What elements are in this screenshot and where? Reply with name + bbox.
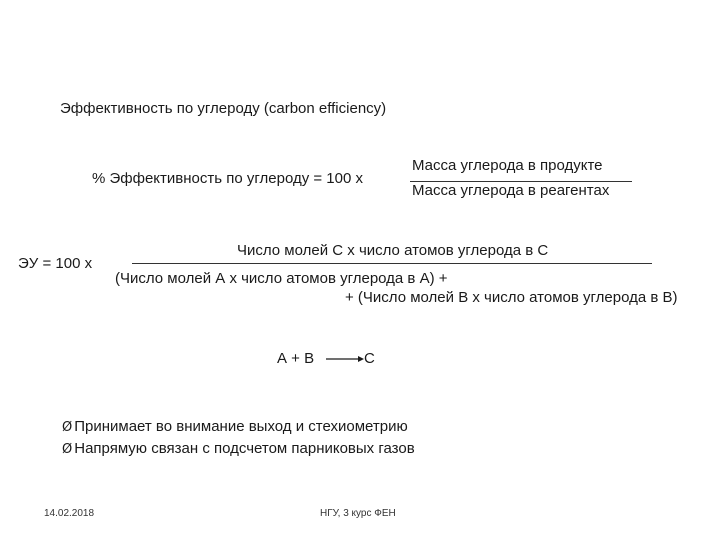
formula2-denominator-line2: + (Число молей В x число атомов углерода в В)	[345, 289, 678, 306]
arrow-bullet-icon: Ø	[62, 442, 73, 457]
reaction-reactants: А + В	[277, 350, 315, 367]
footer-date: 14.02.2018	[44, 508, 95, 519]
reaction-product: С	[364, 350, 375, 367]
slide-title: Эффективность по углероду (carbon efficiency)	[60, 100, 387, 117]
bullet-item	[62, 418, 408, 435]
bullet-item	[62, 440, 415, 457]
formula1-numerator: Масса углерода в продукте	[412, 157, 603, 174]
right-arrow-icon	[324, 352, 364, 366]
formula2-left: ЭУ = 100 x	[18, 255, 93, 272]
bullet-text: Принимает во внимание выход и стехиометрию	[74, 418, 408, 435]
formula2-fraction-bar	[132, 263, 652, 264]
arrow-bullet-icon: Ø	[62, 420, 73, 435]
formula1-left: % Эффективность по углероду = 100 x	[92, 170, 364, 187]
formula2-numerator: Число молей С x число атомов углерода в С	[237, 242, 549, 259]
formula1-denominator: Масса углерода в реагентах	[412, 182, 610, 199]
formula2-denominator-line1: (Число молей А x число атомов углерода в А) +	[115, 270, 448, 287]
footer-center: НГУ, 3 курс ФЕН	[320, 508, 396, 519]
bullet-text: Напрямую связан с подсчетом парниковых газов	[74, 440, 415, 457]
